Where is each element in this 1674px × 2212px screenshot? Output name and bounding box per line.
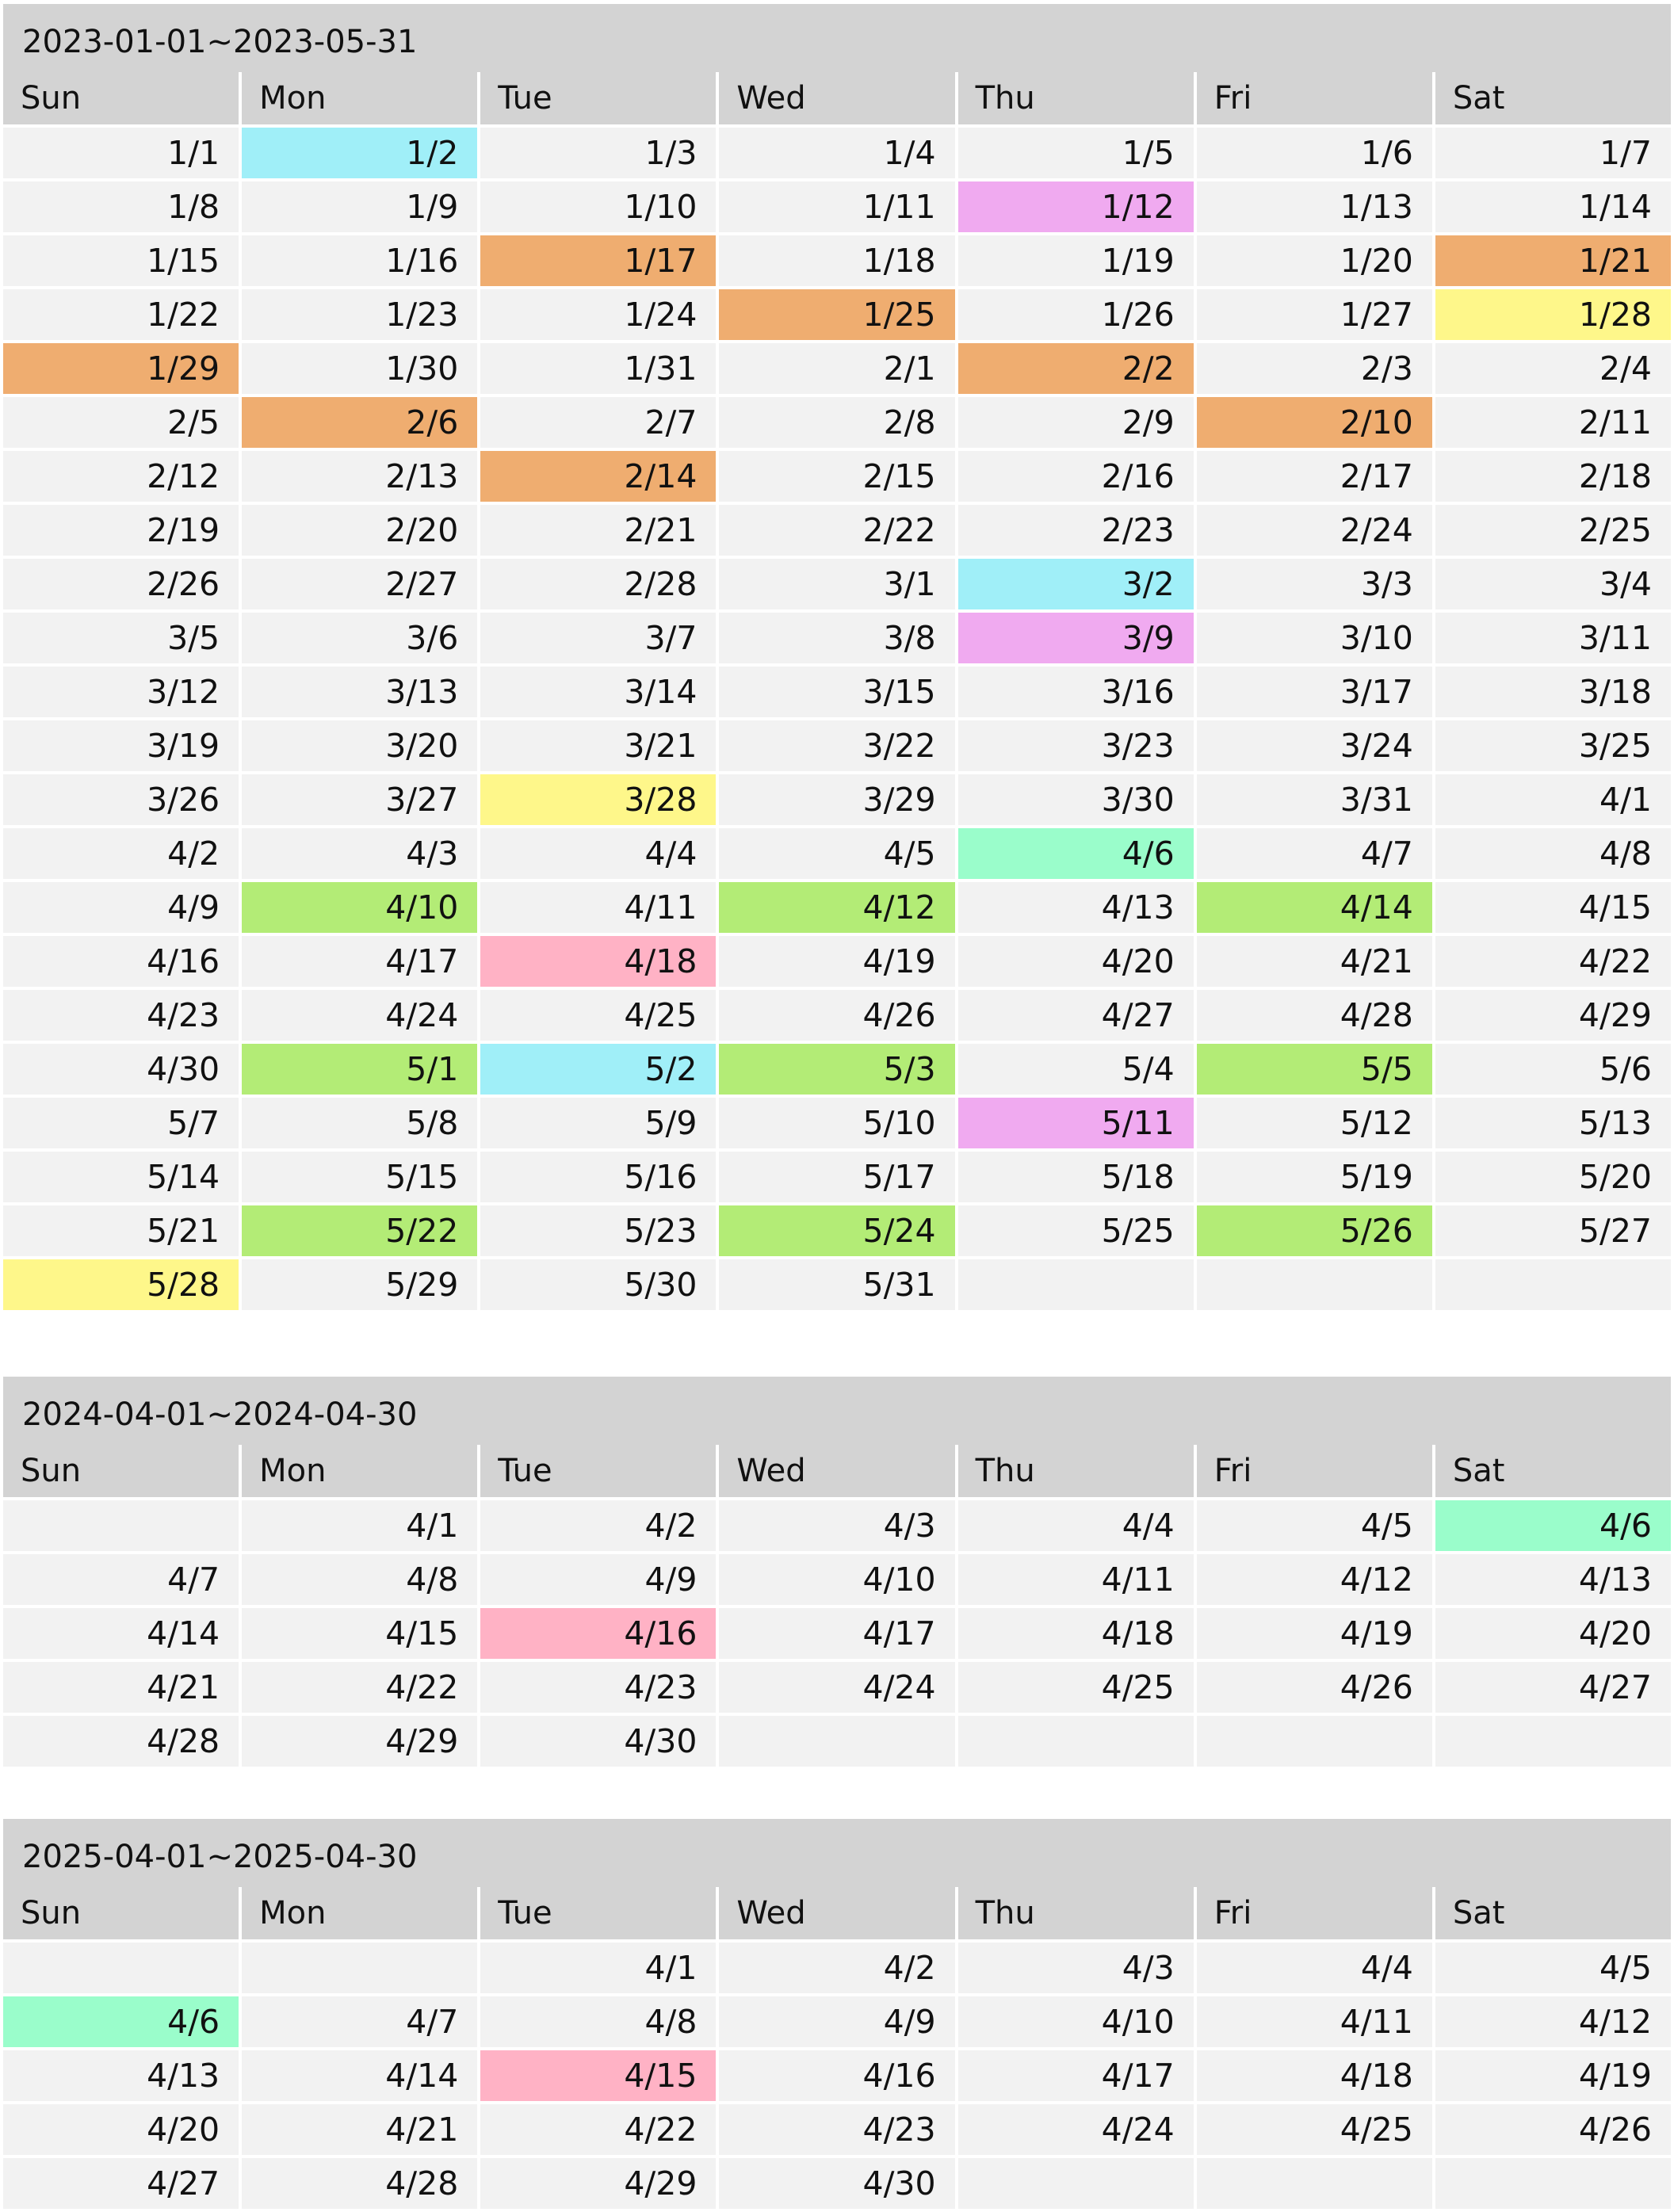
- day-cell: 2/8: [719, 397, 954, 448]
- day-cell: 2/2: [958, 343, 1194, 394]
- day-cell: 4/29: [1435, 990, 1671, 1041]
- day-cell: 2/28: [480, 559, 716, 609]
- day-cell: 4/6: [1435, 1500, 1671, 1551]
- day-cell: 4/28: [3, 1716, 239, 1767]
- day-cell: 2/4: [1435, 343, 1671, 394]
- empty-day-cell: [1197, 1716, 1432, 1767]
- day-cell: 4/21: [3, 1662, 239, 1713]
- day-cell: 5/25: [958, 1205, 1194, 1256]
- day-cell: 5/15: [242, 1152, 477, 1202]
- weekday-header-sat: Sat: [1435, 1445, 1671, 1497]
- day-cell: 3/15: [719, 667, 954, 717]
- day-cell: 2/13: [242, 451, 477, 502]
- day-cell: 4/20: [3, 2104, 239, 2155]
- day-cell: 3/10: [1197, 613, 1432, 663]
- day-cell: 3/11: [1435, 613, 1671, 663]
- weekday-header-sat: Sat: [1435, 1887, 1671, 1939]
- day-cell: 1/15: [3, 235, 239, 286]
- day-cell: 1/20: [1197, 235, 1432, 286]
- day-cell: 4/6: [958, 828, 1194, 879]
- day-cell: 1/29: [3, 343, 239, 394]
- day-cell: 4/15: [1435, 882, 1671, 933]
- day-cell: 3/29: [719, 774, 954, 825]
- week-row: [3, 1608, 1671, 1659]
- day-cell: 3/3: [1197, 559, 1432, 609]
- empty-day-cell: [1197, 1259, 1432, 1310]
- day-cell: 4/2: [3, 828, 239, 879]
- day-cell: 3/13: [242, 667, 477, 717]
- day-cell: 4/13: [958, 882, 1194, 933]
- day-cell: 4/24: [958, 2104, 1194, 2155]
- week-row: [3, 1996, 1671, 2047]
- day-cell: 1/18: [719, 235, 954, 286]
- day-cell: 2/12: [3, 451, 239, 502]
- week-row: [3, 451, 1671, 502]
- week-row: [3, 828, 1671, 879]
- day-cell: 5/28: [3, 1259, 239, 1310]
- day-cell: 4/18: [1197, 2050, 1432, 2101]
- week-row: [3, 1943, 1671, 1993]
- day-cell: 4/7: [242, 1996, 477, 2047]
- day-cell: 4/28: [1197, 990, 1432, 1041]
- day-cell: 4/27: [1435, 1662, 1671, 1713]
- day-cell: 4/13: [3, 2050, 239, 2101]
- day-cell: 5/16: [480, 1152, 716, 1202]
- day-cell: 5/12: [1197, 1098, 1432, 1148]
- day-cell: 4/7: [1197, 828, 1432, 879]
- week-row: [3, 235, 1671, 286]
- day-cell: 4/23: [719, 2104, 954, 2155]
- calendar-2024: [3, 1377, 1671, 1767]
- day-cell: 5/8: [242, 1098, 477, 1148]
- calendar-title: 2023-01-01~2023-05-31: [3, 4, 1671, 72]
- day-cell: 2/19: [3, 505, 239, 556]
- calendar-title: 2024-04-01~2024-04-30: [3, 1377, 1671, 1445]
- day-cell: 4/20: [958, 936, 1194, 987]
- day-cell: 4/4: [480, 828, 716, 879]
- day-cell: 1/13: [1197, 181, 1432, 232]
- day-cell: 4/9: [719, 1996, 954, 2047]
- day-cell: 5/9: [480, 1098, 716, 1148]
- day-cell: 4/16: [719, 2050, 954, 2101]
- day-cell: 1/12: [958, 181, 1194, 232]
- day-cell: 4/29: [242, 1716, 477, 1767]
- day-cell: 2/23: [958, 505, 1194, 556]
- week-row: [3, 2104, 1671, 2155]
- day-cell: 4/30: [480, 1716, 716, 1767]
- calendar-grid: [0, 69, 1674, 1313]
- day-cell: 1/17: [480, 235, 716, 286]
- calendar-grid: [0, 1884, 1674, 2212]
- day-cell: 4/14: [3, 1608, 239, 1659]
- week-row: [3, 1044, 1671, 1095]
- day-cell: 5/3: [719, 1044, 954, 1095]
- day-cell: 2/3: [1197, 343, 1432, 394]
- day-cell: 5/26: [1197, 1205, 1432, 1256]
- day-cell: 3/7: [480, 613, 716, 663]
- day-cell: 4/21: [1197, 936, 1432, 987]
- day-cell: 1/3: [480, 128, 716, 178]
- day-cell: 3/9: [958, 613, 1194, 663]
- day-cell: 2/6: [242, 397, 477, 448]
- day-cell: 4/5: [719, 828, 954, 879]
- day-cell: 4/18: [480, 936, 716, 987]
- day-cell: 4/19: [1197, 1608, 1432, 1659]
- day-cell: 1/31: [480, 343, 716, 394]
- day-cell: 1/19: [958, 235, 1194, 286]
- empty-day-cell: [1435, 1259, 1671, 1310]
- day-cell: 3/18: [1435, 667, 1671, 717]
- day-cell: 1/11: [719, 181, 954, 232]
- day-cell: 4/27: [958, 990, 1194, 1041]
- weekday-header-thu: Thu: [958, 1445, 1194, 1497]
- week-row: [3, 1716, 1671, 1767]
- day-cell: 3/12: [3, 667, 239, 717]
- day-cell: 1/16: [242, 235, 477, 286]
- day-cell: 1/1: [3, 128, 239, 178]
- day-cell: 4/22: [480, 2104, 716, 2155]
- day-cell: 5/23: [480, 1205, 716, 1256]
- day-cell: 2/16: [958, 451, 1194, 502]
- day-cell: 4/24: [719, 1662, 954, 1713]
- day-cell: 1/26: [958, 289, 1194, 340]
- day-cell: 4/18: [958, 1608, 1194, 1659]
- day-cell: 4/16: [480, 1608, 716, 1659]
- day-cell: 4/17: [958, 2050, 1194, 2101]
- weekday-header-row: [3, 1887, 1671, 1939]
- day-cell: 2/21: [480, 505, 716, 556]
- weekday-header-wed: Wed: [719, 72, 954, 124]
- weekday-header-fri: Fri: [1197, 1445, 1432, 1497]
- week-row: [3, 2158, 1671, 2209]
- day-cell: 5/17: [719, 1152, 954, 1202]
- day-cell: 4/5: [1435, 1943, 1671, 1993]
- week-row: [3, 1554, 1671, 1605]
- calendar-2025: [3, 1819, 1671, 2209]
- day-cell: 4/25: [480, 990, 716, 1041]
- weekday-header-thu: Thu: [958, 72, 1194, 124]
- day-cell: 5/20: [1435, 1152, 1671, 1202]
- day-cell: 2/1: [719, 343, 954, 394]
- day-cell: 5/2: [480, 1044, 716, 1095]
- day-cell: 1/27: [1197, 289, 1432, 340]
- day-cell: 1/5: [958, 128, 1194, 178]
- day-cell: 5/6: [1435, 1044, 1671, 1095]
- day-cell: 3/14: [480, 667, 716, 717]
- day-cell: 1/8: [3, 181, 239, 232]
- day-cell: 3/20: [242, 720, 477, 771]
- day-cell: 4/29: [480, 2158, 716, 2209]
- calendar-grid: [0, 1442, 1674, 1770]
- day-cell: 1/24: [480, 289, 716, 340]
- day-cell: 5/10: [719, 1098, 954, 1148]
- day-cell: 4/12: [719, 882, 954, 933]
- weekday-header-sun: Sun: [3, 1887, 239, 1939]
- day-cell: 4/15: [242, 1608, 477, 1659]
- day-cell: 5/18: [958, 1152, 1194, 1202]
- weekday-header-mon: Mon: [242, 72, 477, 124]
- day-cell: 4/16: [3, 936, 239, 987]
- day-cell: 5/19: [1197, 1152, 1432, 1202]
- day-cell: 4/19: [719, 936, 954, 987]
- week-row: [3, 289, 1671, 340]
- day-cell: 3/16: [958, 667, 1194, 717]
- empty-day-cell: [1197, 2158, 1432, 2209]
- week-row: [3, 667, 1671, 717]
- week-row: [3, 1098, 1671, 1148]
- empty-day-cell: [958, 1716, 1194, 1767]
- day-cell: 4/3: [242, 828, 477, 879]
- day-cell: 1/9: [242, 181, 477, 232]
- day-cell: 4/26: [1197, 1662, 1432, 1713]
- day-cell: 4/26: [1435, 2104, 1671, 2155]
- weekday-header-wed: Wed: [719, 1445, 954, 1497]
- day-cell: 4/25: [958, 1662, 1194, 1713]
- weekday-header-row: [3, 1445, 1671, 1497]
- day-cell: 3/22: [719, 720, 954, 771]
- day-cell: 3/5: [3, 613, 239, 663]
- day-cell: 4/30: [3, 1044, 239, 1095]
- week-row: [3, 936, 1671, 987]
- day-cell: 3/23: [958, 720, 1194, 771]
- day-cell: 3/1: [719, 559, 954, 609]
- day-cell: 4/14: [242, 2050, 477, 2101]
- day-cell: 4/20: [1435, 1608, 1671, 1659]
- day-cell: 5/14: [3, 1152, 239, 1202]
- day-cell: 1/6: [1197, 128, 1432, 178]
- day-cell: 3/30: [958, 774, 1194, 825]
- day-cell: 4/17: [242, 936, 477, 987]
- day-cell: 4/28: [242, 2158, 477, 2209]
- week-row: [3, 505, 1671, 556]
- weekday-header-tue: Tue: [480, 1887, 716, 1939]
- day-cell: 4/10: [242, 882, 477, 933]
- weekday-header-sun: Sun: [3, 1445, 239, 1497]
- day-cell: 2/5: [3, 397, 239, 448]
- day-cell: 2/18: [1435, 451, 1671, 502]
- day-cell: 5/7: [3, 1098, 239, 1148]
- empty-day-cell: [719, 1716, 954, 1767]
- day-cell: 2/15: [719, 451, 954, 502]
- day-cell: 4/27: [3, 2158, 239, 2209]
- day-cell: 1/2: [242, 128, 477, 178]
- weekday-header-mon: Mon: [242, 1887, 477, 1939]
- day-cell: 4/30: [719, 2158, 954, 2209]
- week-row: [3, 181, 1671, 232]
- day-cell: 2/10: [1197, 397, 1432, 448]
- week-row: [3, 397, 1671, 448]
- day-cell: 3/24: [1197, 720, 1432, 771]
- empty-day-cell: [958, 1259, 1194, 1310]
- day-cell: 4/8: [480, 1996, 716, 2047]
- weekday-header-thu: Thu: [958, 1887, 1194, 1939]
- day-cell: 4/1: [242, 1500, 477, 1551]
- day-cell: 5/27: [1435, 1205, 1671, 1256]
- day-cell: 4/25: [1197, 2104, 1432, 2155]
- weekday-header-tue: Tue: [480, 72, 716, 124]
- weekday-header-sun: Sun: [3, 72, 239, 124]
- day-cell: 4/26: [719, 990, 954, 1041]
- day-cell: 4/4: [1197, 1943, 1432, 1993]
- week-row: [3, 1152, 1671, 1202]
- empty-day-cell: [958, 2158, 1194, 2209]
- day-cell: 4/11: [958, 1554, 1194, 1605]
- day-cell: 4/8: [1435, 828, 1671, 879]
- day-cell: 4/6: [3, 1996, 239, 2047]
- empty-day-cell: [1435, 1716, 1671, 1767]
- day-cell: 2/26: [3, 559, 239, 609]
- week-row: [3, 1662, 1671, 1713]
- day-cell: 4/19: [1435, 2050, 1671, 2101]
- week-row: [3, 882, 1671, 933]
- day-cell: 5/30: [480, 1259, 716, 1310]
- day-cell: 2/11: [1435, 397, 1671, 448]
- day-cell: 5/29: [242, 1259, 477, 1310]
- day-cell: 4/12: [1197, 1554, 1432, 1605]
- calendar-2023: [3, 4, 1671, 1310]
- day-cell: 2/27: [242, 559, 477, 609]
- week-row: [3, 1500, 1671, 1551]
- day-cell: 4/21: [242, 2104, 477, 2155]
- weekday-header-wed: Wed: [719, 1887, 954, 1939]
- day-cell: 3/6: [242, 613, 477, 663]
- week-row: [3, 343, 1671, 394]
- week-row: [3, 1259, 1671, 1310]
- day-cell: 4/9: [480, 1554, 716, 1605]
- day-cell: 4/17: [719, 1608, 954, 1659]
- day-cell: 4/13: [1435, 1554, 1671, 1605]
- day-cell: 4/10: [958, 1996, 1194, 2047]
- week-row: [3, 128, 1671, 178]
- day-cell: 3/4: [1435, 559, 1671, 609]
- day-cell: 3/28: [480, 774, 716, 825]
- day-cell: 4/24: [242, 990, 477, 1041]
- day-cell: 5/31: [719, 1259, 954, 1310]
- day-cell: 1/23: [242, 289, 477, 340]
- day-cell: 2/14: [480, 451, 716, 502]
- day-cell: 4/8: [242, 1554, 477, 1605]
- day-cell: 5/13: [1435, 1098, 1671, 1148]
- day-cell: 4/22: [242, 1662, 477, 1713]
- week-row: [3, 720, 1671, 771]
- day-cell: 4/15: [480, 2050, 716, 2101]
- day-cell: 3/17: [1197, 667, 1432, 717]
- day-cell: 5/5: [1197, 1044, 1432, 1095]
- empty-day-cell: [3, 1943, 239, 1993]
- day-cell: 4/7: [3, 1554, 239, 1605]
- day-cell: 2/25: [1435, 505, 1671, 556]
- day-cell: 3/26: [3, 774, 239, 825]
- week-row: [3, 774, 1671, 825]
- week-row: [3, 613, 1671, 663]
- week-row: [3, 990, 1671, 1041]
- day-cell: 3/31: [1197, 774, 1432, 825]
- day-cell: 3/25: [1435, 720, 1671, 771]
- weekday-header-sat: Sat: [1435, 72, 1671, 124]
- day-cell: 5/22: [242, 1205, 477, 1256]
- day-cell: 1/21: [1435, 235, 1671, 286]
- day-cell: 5/1: [242, 1044, 477, 1095]
- day-cell: 4/11: [1197, 1996, 1432, 2047]
- weekday-header-tue: Tue: [480, 1445, 716, 1497]
- day-cell: 3/2: [958, 559, 1194, 609]
- day-cell: 4/10: [719, 1554, 954, 1605]
- day-cell: 1/25: [719, 289, 954, 340]
- day-cell: 1/10: [480, 181, 716, 232]
- day-cell: 5/4: [958, 1044, 1194, 1095]
- day-cell: 3/8: [719, 613, 954, 663]
- day-cell: 4/1: [1435, 774, 1671, 825]
- day-cell: 4/2: [719, 1943, 954, 1993]
- day-cell: 4/9: [3, 882, 239, 933]
- day-cell: 2/17: [1197, 451, 1432, 502]
- day-cell: 5/21: [3, 1205, 239, 1256]
- week-row: [3, 1205, 1671, 1256]
- day-cell: 1/7: [1435, 128, 1671, 178]
- day-cell: 4/23: [480, 1662, 716, 1713]
- day-cell: 2/20: [242, 505, 477, 556]
- day-cell: 4/22: [1435, 936, 1671, 987]
- day-cell: 3/19: [3, 720, 239, 771]
- empty-day-cell: [1435, 2158, 1671, 2209]
- day-cell: 1/22: [3, 289, 239, 340]
- day-cell: 4/1: [480, 1943, 716, 1993]
- weekday-header-row: [3, 72, 1671, 124]
- empty-day-cell: [3, 1500, 239, 1551]
- day-cell: 4/3: [958, 1943, 1194, 1993]
- weekday-header-fri: Fri: [1197, 72, 1432, 124]
- day-cell: 1/28: [1435, 289, 1671, 340]
- calendar-title: 2025-04-01~2025-04-30: [3, 1819, 1671, 1887]
- day-cell: 2/9: [958, 397, 1194, 448]
- day-cell: 4/4: [958, 1500, 1194, 1551]
- day-cell: 1/30: [242, 343, 477, 394]
- day-cell: 4/14: [1197, 882, 1432, 933]
- day-cell: 4/3: [719, 1500, 954, 1551]
- day-cell: 5/24: [719, 1205, 954, 1256]
- day-cell: 3/21: [480, 720, 716, 771]
- weekday-header-fri: Fri: [1197, 1887, 1432, 1939]
- day-cell: 4/2: [480, 1500, 716, 1551]
- day-cell: 2/22: [719, 505, 954, 556]
- empty-day-cell: [242, 1943, 477, 1993]
- day-cell: 1/4: [719, 128, 954, 178]
- day-cell: 5/11: [958, 1098, 1194, 1148]
- day-cell: 2/24: [1197, 505, 1432, 556]
- week-row: [3, 2050, 1671, 2101]
- day-cell: 4/11: [480, 882, 716, 933]
- day-cell: 2/7: [480, 397, 716, 448]
- day-cell: 4/12: [1435, 1996, 1671, 2047]
- day-cell: 1/14: [1435, 181, 1671, 232]
- weekday-header-mon: Mon: [242, 1445, 477, 1497]
- week-row: [3, 559, 1671, 609]
- day-cell: 4/23: [3, 990, 239, 1041]
- day-cell: 4/5: [1197, 1500, 1432, 1551]
- day-cell: 3/27: [242, 774, 477, 825]
